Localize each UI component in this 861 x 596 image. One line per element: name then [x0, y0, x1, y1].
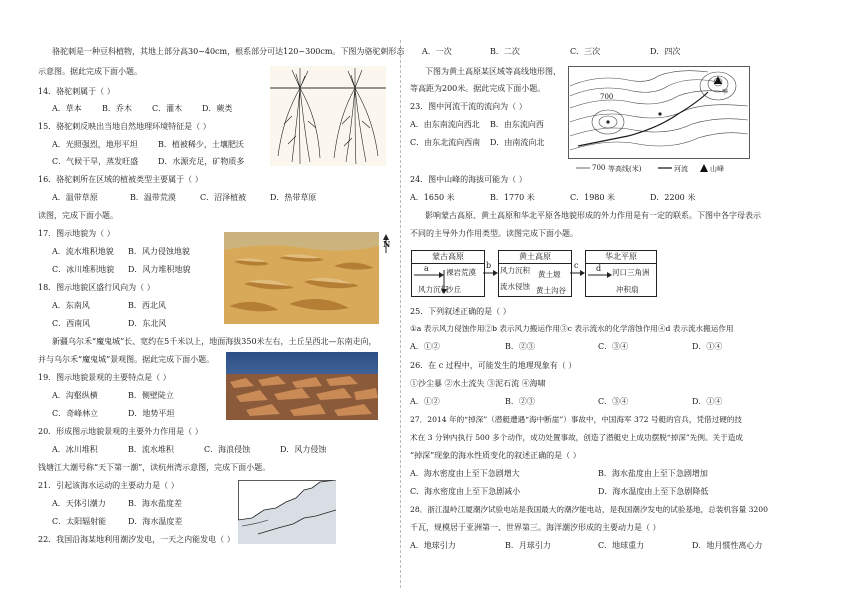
intro-contour-cont: 等高距为200米。据此完成下面小题。 — [410, 84, 546, 93]
contour-label-700: 700 — [600, 93, 614, 101]
q27-option-b[interactable]: B．海水盐度由上至下急剧增加 — [598, 469, 708, 478]
q25-option-c[interactable]: C．③④ — [598, 342, 629, 351]
q19-option-b[interactable]: B．侧壁陡立 — [128, 391, 174, 400]
q20-option-d[interactable]: D．风力侵蚀 — [280, 445, 327, 454]
q21-option-d[interactable]: D．海水温度差 — [128, 517, 183, 526]
q21-option-a[interactable]: A．天体引潮力 — [52, 499, 106, 508]
flow-loess-gully: 黄土沟谷 — [536, 286, 566, 295]
q27-line-2: 术在 3 分钟内执行 500 多个动作，成功处置事故，创造了潜艇史上成功摆脱“掉深”先例。关于造成 — [410, 433, 743, 442]
flow-label-c: c — [574, 261, 579, 270]
q25-option-a[interactable]: A．①② — [410, 342, 440, 351]
q28-option-a[interactable]: A．地球引力 — [410, 541, 456, 550]
camel-thorn-illustration — [270, 66, 386, 166]
q17-option-a[interactable]: A．流水堆积地貌 — [52, 247, 114, 256]
q23-option-d[interactable]: D．由南流向北 — [490, 138, 545, 147]
q25: 25．下列叙述正确的是（ ） — [410, 307, 511, 316]
contour-map — [568, 66, 750, 174]
q26-stem: ①沙尘暴 ②水土流失 ③泥石流 ④海啸 — [410, 379, 546, 388]
q17: 17．图示地貌为（ ） — [38, 229, 115, 238]
intro-plateau-cont: 不同的主导外力作用类型。读图完成下面小题。 — [410, 229, 578, 238]
legend-river-text: 河流 — [674, 165, 688, 173]
q26: 26．在 c 过程中，可能发生的地理现象有（ ） — [410, 361, 577, 370]
flow-label-a: a — [424, 264, 429, 273]
q17-option-c[interactable]: C．冰川堆积地貌 — [52, 265, 115, 274]
flow-delta: 河口三角洲 — [612, 268, 650, 277]
q16-option-b[interactable]: B．温带荒漠 — [130, 193, 176, 202]
q16: 16．骆驼刺所在区域的植被类型主要属于（ ） — [38, 175, 203, 184]
q16-option-a[interactable]: A．温带草原 — [52, 193, 98, 202]
flow-huabei-header: 华北平原 — [585, 250, 657, 264]
q25-option-d[interactable]: D．①④ — [692, 342, 723, 351]
flow-arrow-b — [483, 270, 498, 276]
q20-option-a[interactable]: A．冰川堆积 — [52, 445, 98, 454]
q27-option-d[interactable]: D．海水温度由上至下急剧降低 — [598, 487, 709, 496]
q15: 15．骆驼刺反映出当地自然地理环境特征是（ ） — [38, 122, 211, 131]
q27-line-3: “掉深”现象的海水性质变化的叙述正确的是（ ） — [410, 451, 581, 460]
q27-option-c[interactable]: C．海水密度由上至下急剧减小 — [410, 487, 521, 496]
q25-option-b[interactable]: B．②③ — [505, 342, 535, 351]
q24: 24．图中山峰的海拔可能为（ ） — [410, 175, 527, 184]
intro-qiantang-tide: 钱塘江大潮号称“天下第一潮”，读杭州湾示意图，完成下面小题。 — [38, 463, 271, 472]
q28-option-c[interactable]: C．地球重力 — [598, 541, 645, 550]
q28-option-b[interactable]: B．月球引力 — [505, 541, 551, 550]
q18: 18．图示地貌区盛行风向为（ ） — [38, 283, 155, 292]
q28-option-d[interactable]: D．地月惯性离心力 — [692, 541, 763, 550]
read-map-instruction: 读图，完成下面小题。 — [38, 211, 118, 220]
q15-option-a[interactable]: A．光照强烈，地形平坦 — [52, 140, 138, 149]
north-label: N — [383, 239, 391, 249]
intro-plateau: 影响蒙古高原、黄土高原和华北平原各地貌形成的外力作用是有一定的联系。下图中各字母表示 — [425, 211, 761, 220]
q18-option-c[interactable]: C．西南风 — [52, 319, 91, 328]
flow-dune: 沙丘 — [446, 285, 461, 294]
q23-option-b[interactable]: B．由东流向西 — [490, 120, 544, 129]
q14-option-d[interactable]: D．蕨类 — [202, 104, 233, 113]
q14-option-a[interactable]: A．草本 — [52, 104, 82, 113]
q22: 22．我国沿海某地利用潮汐发电，一天之内能发电（ ） — [38, 535, 235, 544]
flow-fluvial-erosion: 流水侵蚀 — [500, 282, 530, 291]
q19-option-a[interactable]: A．沟壑纵横 — [52, 391, 98, 400]
q23: 23．图中河流干流的流向为（ ） — [410, 102, 527, 111]
q28-line-2: 千瓦，规模居于亚洲第一、世界第三。海洋潮汐形成的主要动力是（ ） — [410, 523, 661, 532]
flow-alluvial-fan: 冲积扇 — [616, 285, 639, 294]
q19-option-d[interactable]: D．地势平坦 — [128, 409, 175, 418]
q22-option-c[interactable]: C．三次 — [570, 47, 601, 56]
q18-option-a[interactable]: A．东南风 — [52, 301, 90, 310]
q28-line-1: 28．浙江温岭江厦潮汐试验电站是我国最大的潮汐能电站，是我国潮汐发电的试验基地，总装机容量 3200 — [410, 505, 768, 514]
q14-option-c[interactable]: C．灌木 — [152, 104, 183, 113]
q27-option-a[interactable]: A．海水密度由上至下急剧增大 — [410, 469, 520, 478]
q23-option-a[interactable]: A．由东南流向西北 — [410, 120, 480, 129]
q19: 19．图示地貌景观的主要特点是（ ） — [38, 373, 171, 382]
q15-option-c[interactable]: C．气候干旱，蒸发旺盛 — [52, 157, 139, 166]
intro-camel-thorn: 骆驼刺是一种豆科植物，其地上部分高30~40cm，根系部分可达120~300cm。下图为骆驼刺形态 — [52, 47, 405, 56]
q24-option-d[interactable]: D．2200 米 — [650, 193, 696, 202]
q24-option-c[interactable]: C．1980 米 — [570, 193, 616, 202]
hangzhou-bay-map — [238, 480, 336, 544]
flow-loess-tableland: 黄土塬 — [538, 270, 561, 279]
q18-option-b[interactable]: B．西北风 — [128, 301, 166, 310]
q20: 20．形成图示地貌景观的主要外力作用是（ ） — [38, 427, 203, 436]
q26-option-b[interactable]: B．②③ — [505, 397, 535, 406]
yardang-landscape-photo — [226, 352, 378, 420]
q17-option-b[interactable]: B．风力侵蚀地貌 — [128, 247, 190, 256]
q22-option-a[interactable]: A．一次 — [422, 47, 452, 56]
flow-arrow-c — [570, 270, 585, 276]
q15-option-b[interactable]: B．植被稀少，土壤肥沃 — [158, 140, 244, 149]
q20-option-c[interactable]: C．海浪侵蚀 — [204, 445, 251, 454]
q18-option-d[interactable]: D．东北风 — [128, 319, 167, 328]
flow-gobi: 裸岩荒漠 — [446, 268, 476, 277]
q21: 21．引起该海水运动的主要动力是（ ） — [38, 481, 179, 490]
intro-camel-thorn-cont: 示意图。据此完成下面小题。 — [38, 67, 142, 76]
q15-option-d[interactable]: D．水源充足，矿物质多 — [158, 157, 245, 166]
q16-option-d[interactable]: D．热带草原 — [270, 193, 317, 202]
q21-option-b[interactable]: B．海水盐度差 — [128, 499, 182, 508]
q14: 14．骆驼刺属于（ ） — [38, 87, 115, 96]
flow-aeolian-deposit: 风力沉积 — [500, 266, 530, 275]
flow-label-d: d — [596, 264, 602, 273]
q26-option-d[interactable]: D．①④ — [692, 397, 723, 406]
legend-contour-value: 700 — [592, 164, 606, 172]
q22-option-b[interactable]: B．二次 — [490, 47, 520, 56]
q16-option-c[interactable]: C．沼泽植被 — [200, 193, 247, 202]
q26-option-a[interactable]: A．①② — [410, 397, 440, 406]
sand-dune-photo — [224, 232, 379, 324]
q19-option-c[interactable]: C．奇峰林立 — [52, 409, 99, 418]
q24-option-a[interactable]: A．1650 米 — [410, 193, 455, 202]
flow-mongolia-header: 蒙古高原 — [411, 250, 485, 264]
q27-line-1: 27．2014 年的“掉深”（潜艇遭遇“海中断崖”）事故中，中国海军 372 号艇的官兵，凭借过硬的技 — [410, 415, 743, 424]
q25-stem: ①a 表示风力侵蚀作用②b 表示风力搬运作用③c 表示流水的化学溶蚀作用④d 表示流水搬运作用 — [410, 324, 734, 333]
q22-option-d[interactable]: D．四次 — [650, 47, 681, 56]
intro-ghost-city-cont: 并与乌尔禾“魔鬼城”景观图。据此完成下面小题。 — [38, 355, 215, 364]
q24-option-b[interactable]: B．1770 米 — [490, 193, 535, 202]
flow-aeolian-accum-left: 风力沉积 — [418, 285, 448, 294]
q21-option-c[interactable]: C．太阳辐射能 — [52, 517, 107, 526]
intro-ghost-city: 新疆乌尔禾“魔鬼城”长、宽约在5千米以上，地面海拔350米左右，土丘呈西北—东南走向， — [52, 337, 377, 346]
contour-label-jia: 甲 — [722, 89, 729, 96]
flow-label-b: b — [486, 261, 492, 270]
q23-option-c[interactable]: C．由东北流向西南 — [410, 138, 481, 147]
intro-contour: 下图为黄土高原某区域等高线地形图， — [425, 67, 561, 76]
q17-option-d[interactable]: D．风力堆积地貌 — [128, 265, 191, 274]
q26-option-c[interactable]: C．③④ — [598, 397, 629, 406]
q20-option-b[interactable]: B．流水堆积 — [128, 445, 174, 454]
q14-option-b[interactable]: B．乔木 — [102, 104, 132, 113]
column-divider — [400, 40, 401, 588]
legend-contour-text: 等高线(米) — [608, 165, 642, 173]
flow-loess-header: 黄土高原 — [498, 250, 572, 264]
legend-peak-text: 山峰 — [710, 165, 724, 173]
